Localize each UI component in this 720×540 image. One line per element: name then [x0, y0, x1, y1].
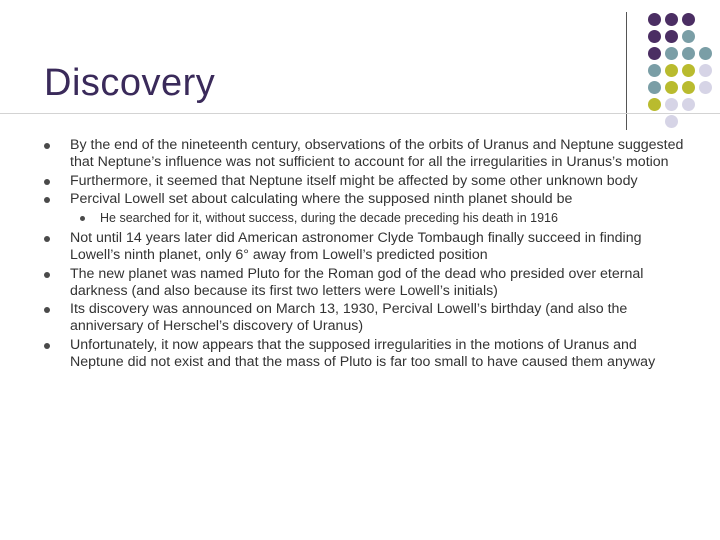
- bullet-dot-icon: [44, 343, 50, 349]
- bullet-dot-icon: [44, 179, 50, 185]
- decorative-dot-icon: [648, 30, 661, 43]
- bullet-dot-icon: [80, 216, 85, 221]
- bullet-dot-icon: [44, 272, 50, 278]
- decorative-dot-icon: [665, 115, 678, 128]
- decorative-dot-icon: [648, 98, 661, 111]
- decorative-dot-icon: [682, 64, 695, 77]
- bullet-text: Percival Lowell set about calculating where the supposed ninth planet should be: [70, 191, 573, 208]
- decorative-dot-icon: [682, 30, 695, 43]
- decorative-dot-icon: [665, 13, 678, 26]
- bullet-item: [44, 337, 684, 371]
- bullet-dot-icon: [44, 307, 50, 313]
- sub-bullet-text: He searched for it, without success, during the decade preceding his death in 1916: [100, 211, 558, 226]
- bullet-text: Not until 14 years later did American astronomer Clyde Tombaugh finally succeed in finding Lowell’s ninth planet, only 6° away from Lowell’s predicted position: [70, 230, 642, 263]
- bullet-dot-icon: [44, 143, 50, 149]
- bullet-list: [44, 137, 684, 373]
- bullet-text: By the end of the nineteenth century, observations of the orbits of Uranus and Neptune suggested that Neptune’s influence was not sufficient to account for all the irregularities in Uranus’s motion: [70, 137, 684, 170]
- title-divider: [0, 113, 720, 114]
- decorative-dot-icon: [648, 64, 661, 77]
- decorative-dot-icon: [665, 81, 678, 94]
- decorative-dot-icon: [682, 81, 695, 94]
- bullet-dot-icon: [44, 197, 50, 203]
- decorative-dot-icon: [665, 64, 678, 77]
- bullet-item: [44, 301, 684, 335]
- decorative-dot-icon: [665, 98, 678, 111]
- bullet-text: Furthermore, it seemed that Neptune itself might be affected by some other unknown body: [70, 172, 638, 189]
- bullet-text: Its discovery was announced on March 13, 1930, Percival Lowell’s birthday (and also the anniversary of Herschel’s discovery of Uranus): [70, 301, 628, 335]
- bullet-dot-icon: [44, 236, 50, 242]
- decorative-dot-icon: [648, 81, 661, 94]
- decorative-dot-icon: [682, 47, 695, 60]
- decorative-dot-icon: [682, 13, 695, 26]
- sub-bullet-item: [44, 211, 684, 226]
- decorative-dot-icon: [648, 13, 661, 26]
- bullet-item: [44, 173, 684, 190]
- decorative-dot-icon: [699, 47, 712, 60]
- bullet-item: [44, 266, 684, 300]
- decorative-dot-icon: [648, 47, 661, 60]
- decorative-dot-icon: [665, 47, 678, 60]
- bullet-item: [44, 191, 684, 208]
- decorative-dot-icon: [699, 64, 712, 77]
- decorative-dot-icon: [665, 30, 678, 43]
- decorative-dot-icon: [682, 98, 695, 111]
- decorative-dot-icon: [699, 81, 712, 94]
- bullet-item: [44, 230, 684, 264]
- bullet-text: Unfortunately, it now appears that the supposed irregularities in the motions of Uranus and Neptune did not exist and that the mass of Pluto is far too small to have caused them anyway: [70, 336, 656, 370]
- bullet-text: The new planet was named Pluto for the Roman god of the dead who presided over eternal darkness (and also because its first two letters were Lowell’s initials): [70, 265, 644, 299]
- slide-title: Discovery: [44, 62, 216, 104]
- bullet-item: [44, 137, 684, 171]
